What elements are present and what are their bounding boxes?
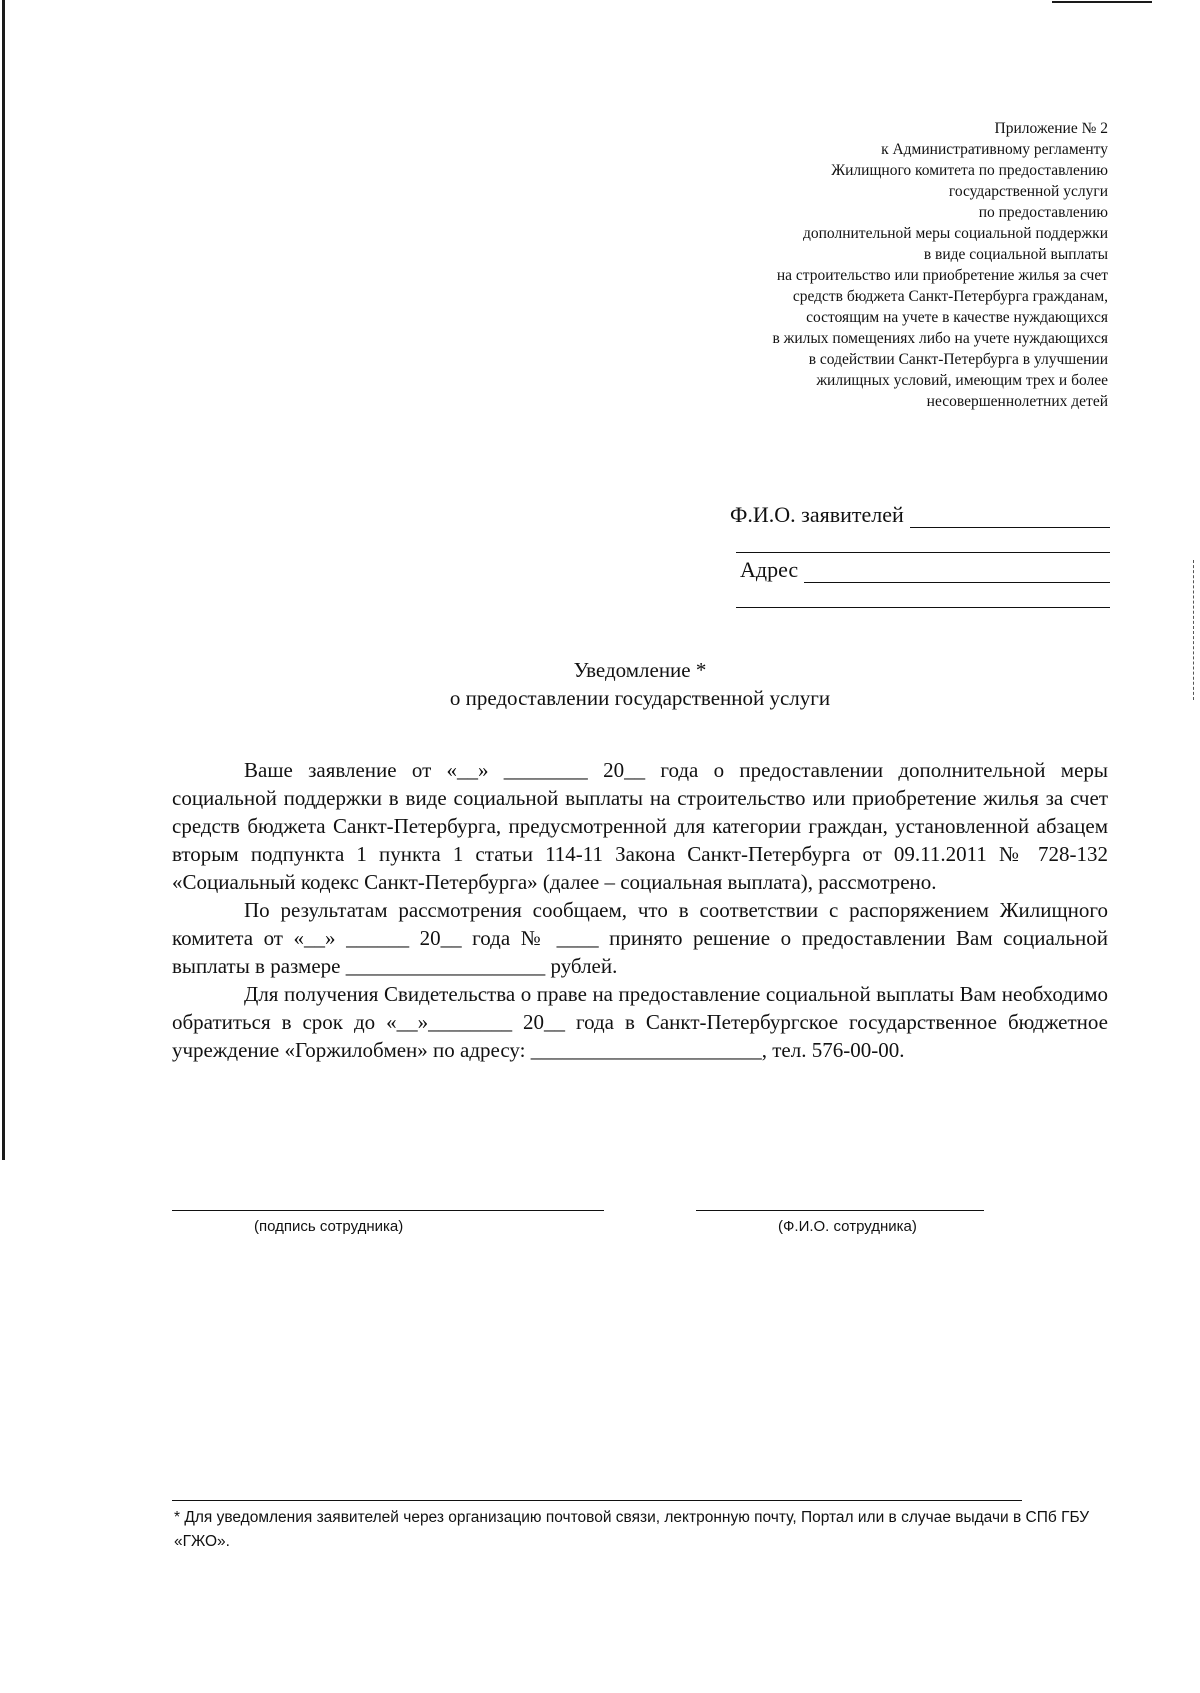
appendix-line: Приложение № 2 (994, 120, 1108, 137)
signature-line (172, 1210, 604, 1211)
applicant-name-blank (910, 505, 1110, 528)
appendix-line: Жилищного комитета по предоставлению (831, 162, 1108, 179)
body-paragraph-3: Для получения Свидетельства о праве на предоставление социальной выплаты Вам необходимо обратиться в срок до «__»________ 20__ года в Санкт-Петербургское государственное бюджетное учреждение «Горжилобмен» по адресу: ______________________, тел. 576-00-00. (172, 982, 1108, 1062)
appendix-line: несовершеннолетних детей (926, 393, 1108, 410)
footnote-divider (172, 1500, 1022, 1501)
appendix-line: состоящим на учете в качестве нуждающихся (806, 309, 1108, 326)
applicant-block (730, 498, 1110, 608)
body-paragraph-2: По результатам рассмотрения сообщаем, что в соответствии с распоряжением Жилищного комитета от «__» ______ 20__ года № ____ принято решение о предоставлении Вам социальной выплаты в размере ___________________ рублей. (172, 898, 1108, 978)
notice-title-line1: Уведомление * (573, 658, 707, 682)
scan-edge-left (2, 0, 5, 1160)
appendix-header (548, 118, 1108, 412)
appendix-line: государственной услуги (948, 183, 1108, 200)
applicant-name-label: Ф.И.О. заявителей (730, 502, 904, 527)
applicant-address-blank (804, 560, 1110, 583)
applicant-name-row (730, 498, 1110, 528)
employee-name-label: (Ф.И.О. сотрудника) (778, 1218, 917, 1235)
appendix-line: по предоставлению (978, 204, 1108, 221)
footnote: * Для уведомления заявителей через организацию почтовой связи, лектронную почту, Портал или в случае выдачи в СПб ГБУ «ГЖО». (174, 1509, 1090, 1550)
applicant-address-row (740, 553, 1110, 583)
appendix-line: в содействии Санкт-Петербурга в улучшении (808, 351, 1108, 368)
appendix-line: средств бюджета Санкт-Петербурга гражданам, (792, 288, 1108, 305)
notice-title-line2: о предоставлении государственной услуги (449, 686, 831, 710)
employee-name-line (696, 1210, 984, 1211)
applicant-address-label: Адрес (740, 557, 799, 582)
appendix-line: дополнительной меры социальной поддержки (803, 225, 1108, 242)
signature-label: (подпись сотрудника) (254, 1218, 404, 1235)
appendix-line: на строительство или приобретение жилья за счет (776, 267, 1108, 284)
notice-title (0, 656, 1200, 712)
scan-edge-top (1052, 1, 1152, 3)
notice-body (172, 756, 1108, 1064)
applicant-address-blank-2 (736, 583, 1110, 608)
appendix-line: в жилых помещениях либо на учете нуждающихся (772, 330, 1108, 347)
appendix-line: в виде социальной выплаты (923, 246, 1108, 263)
body-paragraph-1: Ваше заявление от «__» ________ 20__ года о предоставлении дополнительной меры социальной поддержки в виде социальной выплаты на строительство или приобретение жилья за счет средств бюджета Санкт-Петербурга, предусмотренной для категории граждан, установленной абзацем вторым подпункта 1 пункта 1 статьи 114-11 Закона Санкт-Петербурга от 09.11.2011 № 728-132 «Социальный кодекс Санкт-Петербурга» (далее – социальная выплата), рассмотрено. (172, 758, 1108, 894)
appendix-line: к Административному регламенту (881, 141, 1108, 158)
appendix-line: жилищных условий, имеющим трех и более (816, 372, 1108, 389)
applicant-name-blank-2 (736, 528, 1110, 553)
